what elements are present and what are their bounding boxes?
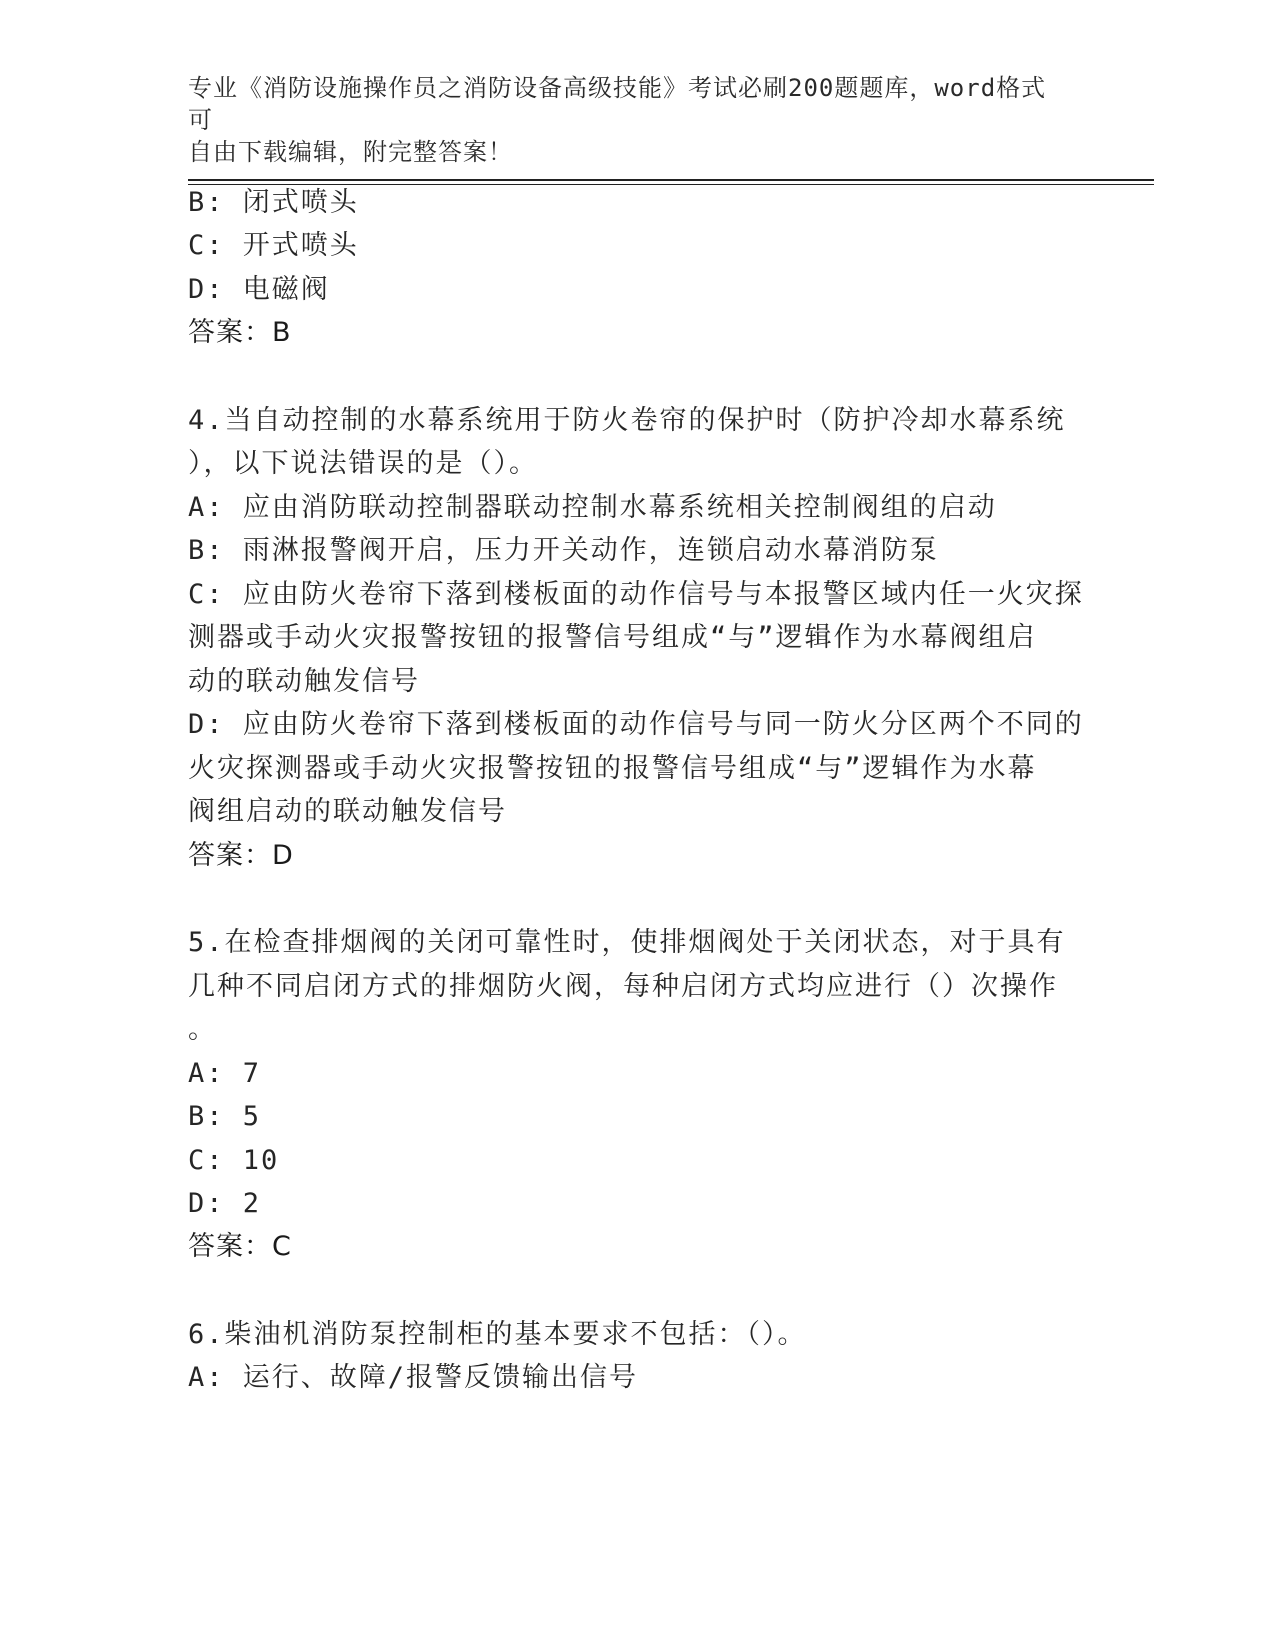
header-line-2: 自由下载编辑，附完整答案！ [188, 138, 513, 166]
q4-option-d-line-2: 火灾探测器或手动火灾报警按钮的报警信号组成“与”逻辑作为水幕 [188, 753, 1037, 784]
q6-option-a: A: 运行、故障/报警反馈输出信号 [188, 1362, 639, 1393]
q3-option-d: D: 电磁阀 [188, 274, 330, 305]
q3-option-b: B: 闭式喷头 [188, 187, 359, 218]
header-line-1: 专业《消防设施操作员之消防设备高级技能》考试必刷200题题库，word格式可 [188, 74, 1047, 134]
q6-stem-line-1: 6.柴油机消防泵控制柜的基本要求不包括：（）。 [188, 1319, 807, 1350]
q5-stem-line-3: 。 [188, 1014, 217, 1045]
document-header [188, 72, 1068, 168]
q4-option-d-line-1: D: 应由防火卷帘下落到楼板面的动作信号与同一防火分区两个不同的 [188, 709, 1084, 740]
q5-option-c: C: 10 [188, 1145, 280, 1176]
q5-option-a: A: 7 [188, 1058, 262, 1089]
q4-option-a: A: 应由消防联动控制器联动控制水幕系统相关控制阀组的启动 [188, 492, 997, 523]
q5-stem-line-1: 5.在检查排烟阀的关闭可靠性时，使排烟阀处于关闭状态，对于具有 [188, 927, 1066, 958]
q5-answer: 答案：C [188, 1231, 292, 1262]
q4-option-b: B: 雨淋报警阀开启，压力开关动作，连锁启动水幕消防泵 [188, 535, 939, 566]
q5-stem-line-2: 几种不同启闭方式的排烟防火阀，每种启闭方式均应进行（）次操作 [188, 971, 1058, 1002]
q4-answer: 答案：D [188, 840, 294, 871]
q4-stem-line-1: 4.当自动控制的水幕系统用于防火卷帘的保护时（防护冷却水幕系统 [188, 405, 1066, 436]
q5-option-b: B: 5 [188, 1101, 262, 1132]
q5-option-d: D: 2 [188, 1188, 262, 1219]
q4-option-c-line-3: 动的联动触发信号 [188, 666, 420, 697]
q4-option-d-line-3: 阀组启动的联动触发信号 [188, 796, 507, 827]
q3-answer: 答案：B [188, 317, 292, 348]
header-divider-thick [188, 179, 1154, 181]
q4-option-c-line-2: 测器或手动火灾报警按钮的报警信号组成“与”逻辑作为水幕阀组启 [188, 622, 1037, 653]
q4-stem-line-2: ），以下说法错误的是（）。 [188, 448, 538, 479]
q4-option-c-line-1: C: 应由防火卷帘下落到楼板面的动作信号与本报警区域内任一火灾探 [188, 579, 1084, 610]
q3-option-c: C: 开式喷头 [188, 230, 359, 261]
